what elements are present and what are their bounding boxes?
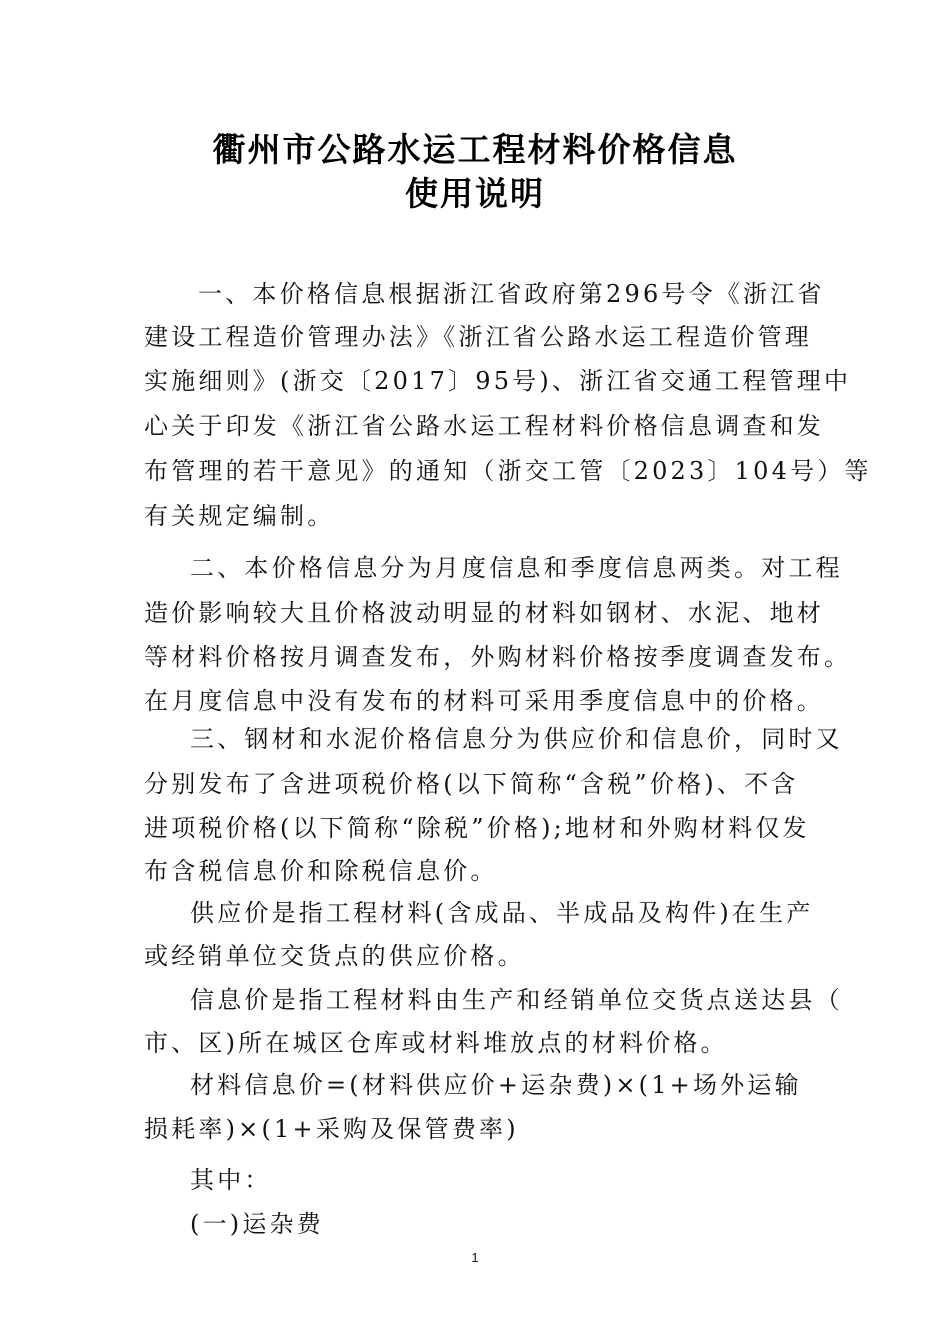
section-3-line-1: 三、钢材和水泥价格信息分为供应价和信息价，同时又 (190, 725, 843, 753)
section-3-line-4: 布含税信息价和除税信息价。 (144, 857, 498, 885)
section-1-line-1: 一、本价格信息根据浙江省政府第296号令《浙江省 (198, 280, 825, 308)
section-3-line-2: 分别发布了含进项税价格(以下简称“含税”价格)、不含 (144, 770, 799, 798)
info-price-line-2: 市、区)所在城区仓库或材料堆放点的材料价格。 (144, 1029, 728, 1057)
subsection-1-heading: (一)运杂费 (190, 1210, 324, 1238)
info-price-line-1: 信息价是指工程材料由生产和经销单位交货点送达县（ (190, 986, 843, 1014)
where-label: 其中： (190, 1166, 272, 1194)
section-1-line-5: 布管理的若干意见》的通知（浙交工管〔2023〕104号）等 (144, 457, 872, 485)
supply-price-line-1: 供应价是指工程材料(含成品、半成品及构件)在生产 (190, 899, 814, 927)
document-title-line-1: 衢州市公路水运工程材料价格信息 (212, 130, 738, 169)
formula-line-1: 材料信息价=(材料供应价+运杂费)×(1+场外运输 (190, 1071, 802, 1099)
formula-line-2: 损耗率)×(1+采购及保管费率) (144, 1115, 519, 1143)
section-1-line-4: 心关于印发《浙江省公路水运工程材料价格信息调查和发 (144, 412, 824, 440)
section-2-line-4: 在月度信息中没有发布的材料可采用季度信息中的价格。 (144, 687, 824, 715)
supply-price-line-2: 或经销单位交货点的供应价格。 (144, 942, 525, 970)
section-2-line-1: 二、本价格信息分为月度信息和季度信息两类。对工程 (190, 554, 843, 582)
section-1-line-3: 实施细则》(浙交〔2017〕95号)、浙江省交通工程管理中 (144, 367, 852, 395)
section-2-line-3: 等材料价格按月调查发布，外购材料价格按季度调查发布。 (144, 643, 852, 671)
section-1-line-6: 有关规定编制。 (144, 502, 335, 530)
page-number: 1 (471, 1250, 479, 1265)
section-3-line-3: 进项税价格(以下简称“除税”价格);地材和外购材料仅发 (144, 814, 810, 842)
section-1-line-2: 建设工程造价管理办法》《浙江省公路水运工程造价管理 (144, 323, 812, 351)
document-title-line-2: 使用说明 (405, 174, 545, 213)
section-2-line-2: 造价影响较大且价格波动明显的材料如钢材、水泥、地材 (144, 599, 824, 627)
